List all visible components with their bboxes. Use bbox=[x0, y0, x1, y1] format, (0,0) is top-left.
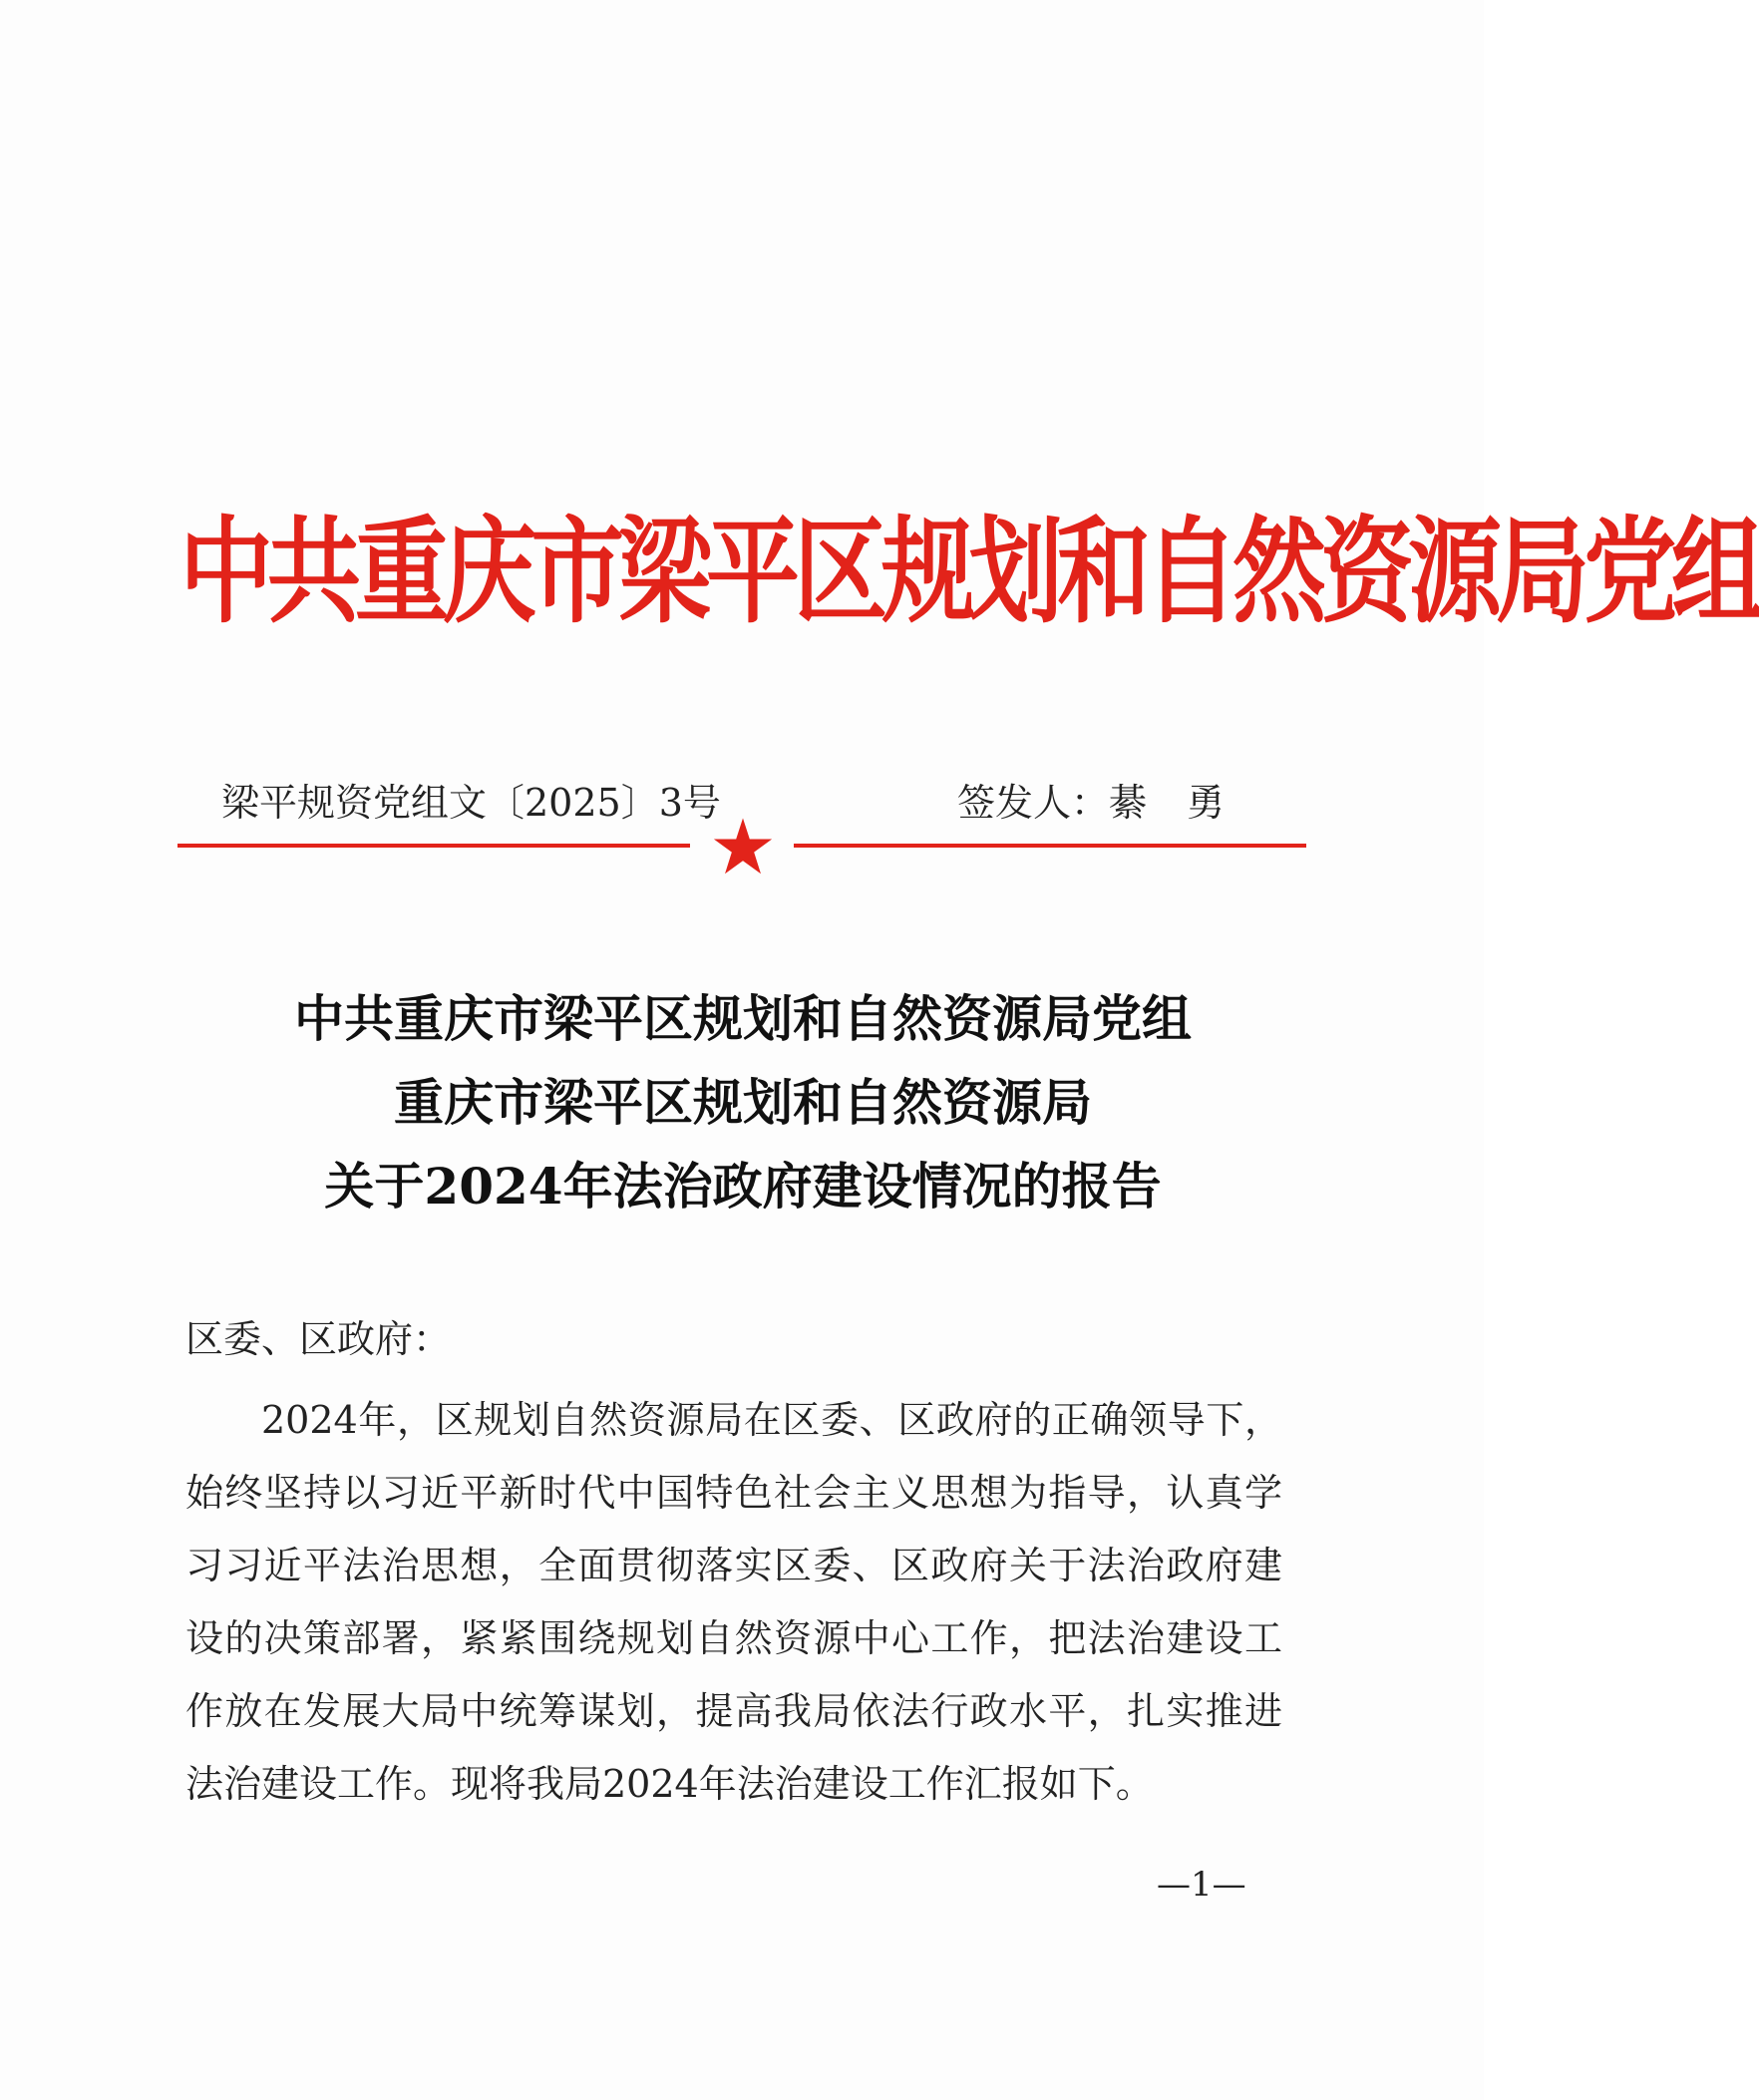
report-title bbox=[179, 977, 1306, 1228]
page-number: —1— bbox=[1157, 1865, 1246, 1905]
body-line: 2024年，区规划自然资源局在区委、区政府的正确领导下， bbox=[261, 1398, 1282, 1442]
body-line: 习习近平法治思想，全面贯彻落实区委、区政府关于法治政府建 bbox=[185, 1544, 1282, 1587]
issuer-name: 綦勇 bbox=[1109, 781, 1265, 825]
body-line: 法治建设工作。现将我局2024年法治建设工作汇报如下。 bbox=[185, 1762, 1154, 1806]
salutation: 区委、区政府： bbox=[185, 1317, 452, 1361]
document-number: 梁平规资党组文〔2025〕3号 bbox=[221, 781, 721, 825]
title-line-3: 关于2024年法治政府建设情况的报告 bbox=[324, 1157, 1162, 1216]
body-line: 始终坚持以习近平新时代中国特色社会主义思想为指导，认真学 bbox=[185, 1471, 1282, 1515]
title-line-1: 中共重庆市梁平区规划和自然资源局党组 bbox=[294, 989, 1192, 1048]
issuer-label: 签发人： bbox=[957, 781, 1110, 825]
body-line: 设的决策部署，紧紧围绕规划自然资源中心工作，把法治建设工 bbox=[185, 1616, 1282, 1660]
body-paragraph bbox=[185, 1384, 1282, 1821]
red-star-icon bbox=[712, 816, 774, 877]
red-rule-right bbox=[794, 844, 1306, 848]
red-rule-left bbox=[177, 844, 690, 848]
title-line-2: 重庆市梁平区规划和自然资源局 bbox=[394, 1073, 1092, 1132]
body-line: 作放在发展大局中统筹谋划，提高我局依法行政水平，扎实推进 bbox=[185, 1689, 1282, 1733]
masthead-red-header: 中共重庆市梁平区规划和自然资源局党组 bbox=[179, 506, 1759, 639]
issuer bbox=[957, 778, 1264, 828]
